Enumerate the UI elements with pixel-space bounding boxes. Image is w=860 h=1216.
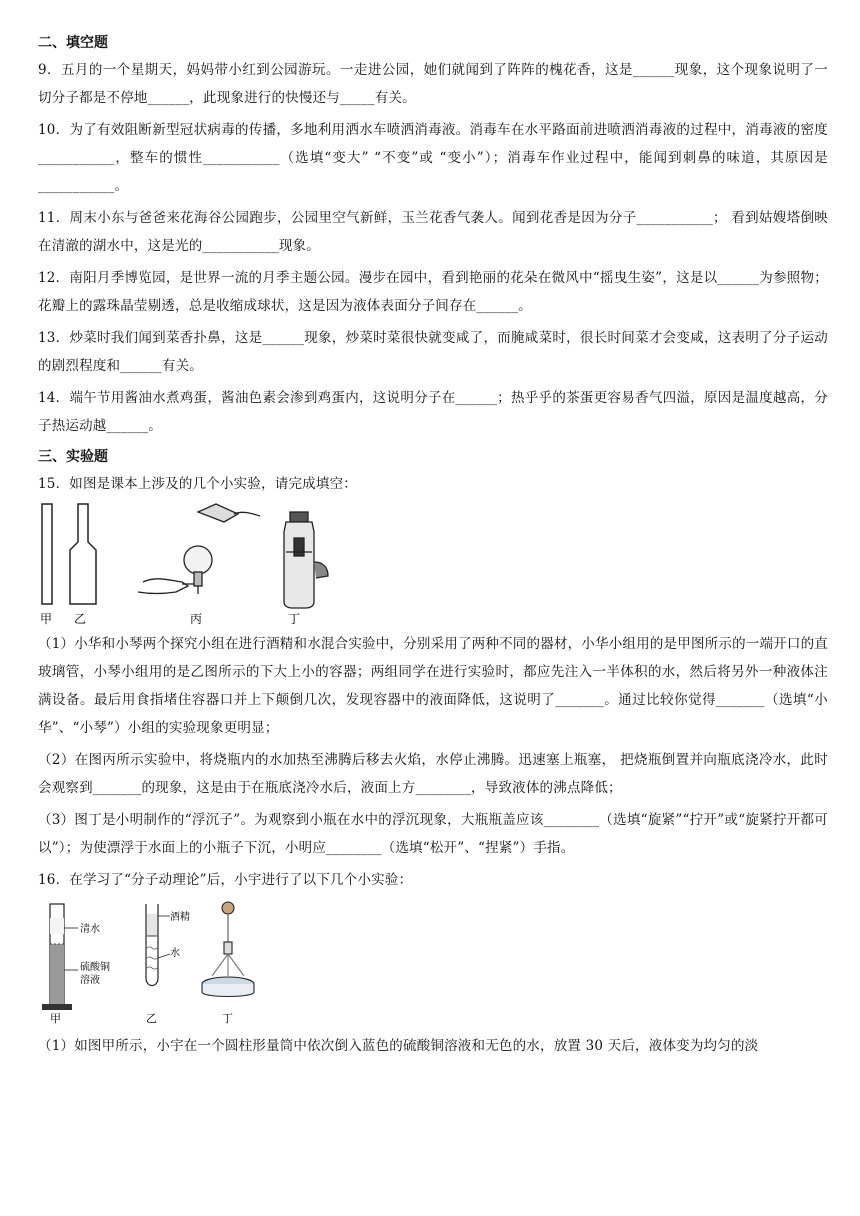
section-heading-experiment: 三、实验题 <box>38 449 108 465</box>
question-12: 12．南阳月季博览园，是世界一流的月季主题公园。漫步在园中，看到艳丽的花朵在微风中“摇曳生姿”，这是以______为参照物；花瓣上的露珠晶莹剔透，总是收缩成球状，这是因为液体表面分子间存在______。 <box>38 270 828 314</box>
figure-16-drawing <box>38 898 298 1028</box>
fig16-label-shui: 水 <box>170 948 180 959</box>
question-13: 13．炒菜时我们闻到菜香扑鼻，这是______现象，炒菜时菜很快就变咸了，而腌咸菜时，很长时间菜才会变咸，这表明了分子运动的剧烈程度和______有关。 <box>38 330 828 374</box>
flask-bing <box>138 504 260 594</box>
question-14: 14．端午节用酱油水煮鸡蛋，酱油色素会渗到鸡蛋内，这说明分子在______；热乎乎的茶蛋更容易香气四溢，原因是温度越高，分子热运动越______。 <box>38 390 828 434</box>
question-15-part-1: （1）小华和小琴两个探究小组在进行酒精和水混合实验中，分别采用了两种不同的器材，小华小组用的是甲图所示的一端开口的直玻璃管，小琴小组用的是乙图所示的下大上小的容器；两组同学在进行实验时，都应先注入一半体积的水，然后将另外一种液体注满设备。最后用食指堵住容器口并上下颠倒几次，发现容器中的液面降低，这说明了_______。通过比较你觉得_______（选填“小华”、“小琴”）小组的实验现象更明显； <box>38 636 828 736</box>
fig16-label-ding: 丁 <box>222 1012 233 1025</box>
figure-15 <box>38 502 828 630</box>
figure-15-drawing <box>38 502 418 630</box>
question-16-part-1: （1）如图甲所示，小宇在一个圆柱形量筒中依次倒入蓝色的硫酸铜溶液和无色的水，放置 30 天后，液体变为均匀的淡 <box>38 1038 759 1054</box>
question-10: 10．为了有效阻断新型冠状病毒的传播，多地利用洒水车喷洒消毒液。消毒车在水平路面前进喷洒消毒液的过程中，消毒液的密度___________，整车的惯性___________（选填“变大” “不变”或 “变小”）；消毒车作业过程中，能闻到刺鼻的味道，其原因是___________。 <box>38 122 828 194</box>
fig16-label-cuso4-2: 溶液 <box>80 975 100 986</box>
fig16-label-alcohol: 酒精 <box>170 912 190 923</box>
test-tube-yi <box>146 904 170 986</box>
document-page <box>38 28 828 1064</box>
fig15-label-yi: 乙 <box>74 612 87 626</box>
fig16-label-cuso4-1: 硫酸铜 <box>80 962 110 973</box>
fig16-label-yi: 乙 <box>146 1012 157 1025</box>
question-11: 11．周末小东与爸爸来花海谷公园跑步，公园里空气新鲜，玉兰花香气袭人。闻到花香是因为分子___________； 看到姑嫂塔倒映在清澈的湖水中，这是光的___________现象。 <box>38 210 828 254</box>
plate-ding <box>202 902 254 997</box>
bottle-ding <box>284 512 328 608</box>
container-yi <box>70 504 96 604</box>
question-16-stem: 16．在学习了“分子动理论”后，小宇进行了以下几个小实验： <box>38 872 413 888</box>
fig15-label-ding: 丁 <box>288 612 301 626</box>
fig15-label-bing: 丙 <box>190 612 203 626</box>
fig16-label-water: 清水 <box>80 924 100 935</box>
cylinder-jia <box>42 904 78 1010</box>
fig15-label-jia: 甲 <box>40 612 53 626</box>
question-15-part-2: （2）在图丙所示实验中，将烧瓶内的水加热至沸腾后移去火焰，水停止沸腾。迅速塞上瓶塞， 把烧瓶倒置并向瓶底浇冷水，此时会观察到_______的现象，这是由于在瓶底浇冷水后，液面上方________，导致液体的沸点降低； <box>38 752 828 796</box>
tube-jia <box>42 504 52 604</box>
question-15-part-3: （3）图丁是小明制作的“浮沉子”。为观察到小瓶在水中的浮沉现象，大瓶瓶盖应该________（选填“旋紧”“拧开”或“旋紧拧开都可以”）；为使漂浮于水面上的小瓶子下沉，小明应________（选填“松开”、“捏紧”）手指。 <box>38 812 828 856</box>
section-heading-fill: 二、填空题 <box>38 35 108 51</box>
figure-16 <box>38 898 828 1032</box>
fig16-label-jia: 甲 <box>50 1012 61 1025</box>
question-9: 9．五月的一个星期天，妈妈带小红到公园游玩。一走进公园，她们就闻到了阵阵的槐花香，这是______现象，这个现象说明了一切分子都是不停地______，此现象进行的快慢还与_____有关。 <box>38 62 828 106</box>
question-15-stem: 15．如图是课本上涉及的几个小实验，请完成填空： <box>38 476 357 492</box>
